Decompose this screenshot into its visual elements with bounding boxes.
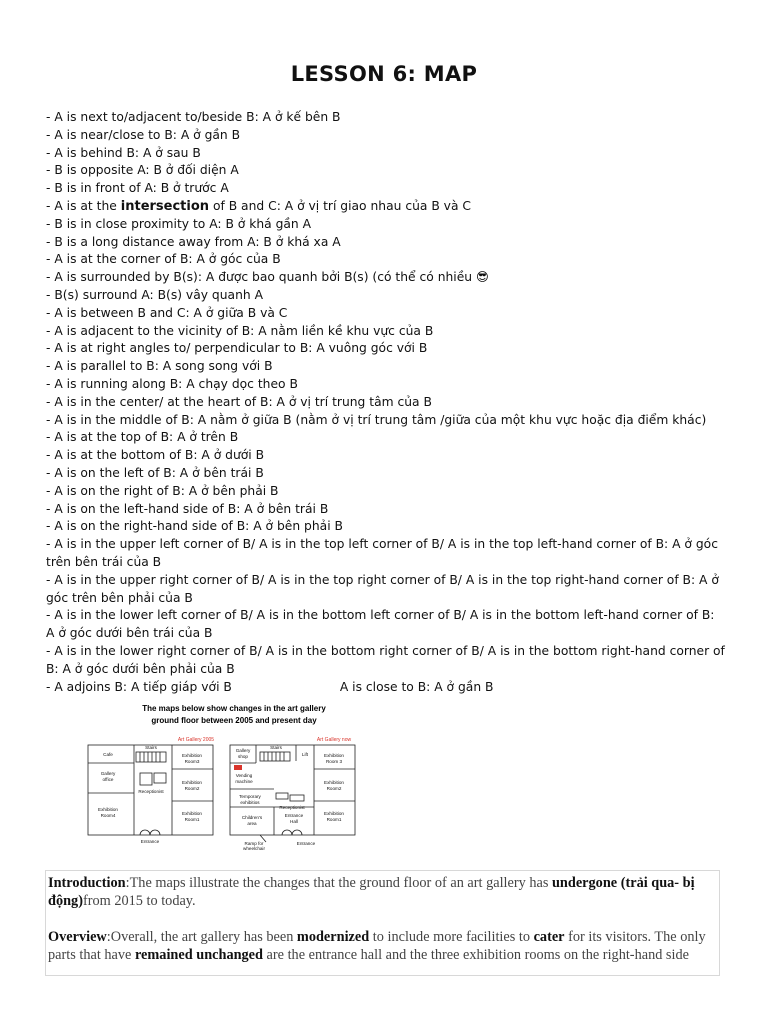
- map-2005-exh4: Exhibition Room4: [98, 807, 118, 818]
- map-now-receptionist: Receptionist: [279, 805, 305, 810]
- phrase-line: - A is near/close to B: A ở gần B: [46, 127, 241, 142]
- phrase-line: - A is in the upper right corner of B/ A is in the top right corner of B/ A is in the top right-hand corner of B: A ở góc trên bên phải của B: [46, 572, 719, 605]
- map-2005-exh3: Exhibition Room3: [182, 753, 202, 764]
- overview-label: Overview: [48, 929, 107, 945]
- map-2005-exh1: Exhibition Room1: [182, 811, 202, 822]
- map-now-entrance: Entrance: [296, 841, 316, 846]
- map-2005-receptionist: Receptionist: [138, 789, 164, 794]
- phrase-line: - A is adjacent to the vicinity of B: A nằm liền kề khu vực của B: [46, 323, 434, 338]
- phrase-line: - A adjoins B: A tiếp giáp với B A is close to B: A ở gần B: [46, 679, 494, 694]
- phrase-line: - A is on the left-hand side of B: A ở bên trái B: [46, 501, 329, 516]
- phrase-line: - B is a long distance away from A: B ở khá xa A: [46, 234, 341, 249]
- map-now-children: Children's area: [241, 815, 263, 826]
- map-2005-office: Gallery office: [100, 771, 116, 782]
- phrase-line: - A is parallel to B: A song song với B: [46, 359, 273, 374]
- map-now-exh3: Exhibition Room 3: [324, 753, 344, 764]
- phrase-line: - A is in the upper left corner of B/ A is in the top left corner of B/ A is in the top left-hand corner of B: A ở góc trên bên trái của B: [46, 537, 718, 569]
- overview-paragraph: Overview:Overall, the art gallery has been modernized to include more facilities to cater for its visitors. The only parts that have remained unchanged are the entrance hall and the three exhibition rooms on the right-hand side: [48, 929, 706, 963]
- map-2005-exh2: Exhibition Room2: [182, 780, 202, 791]
- phrase-line: - A is in the lower right corner of B/ A is in the bottom right corner of B/ A is in the bottom right-hand corner of B: A ở góc dưới bên phải của B: [46, 643, 725, 676]
- phrase-line: - A is behind B: A ở sau B: [46, 145, 201, 160]
- map-now-exh1: Exhibition Room1: [324, 811, 344, 822]
- phrase-line: - A is at the corner of B: A ở góc của B: [46, 252, 281, 267]
- introduction-label: Introduction: [48, 875, 126, 891]
- phrase-line: - A is next to/adjacent to/beside B: A ở kế bên B: [46, 110, 341, 124]
- phrase-line: - A is in the lower left corner of B/ A is in the bottom left corner of B/ A is in the bottom left-hand corner of B: A ở góc dưới bên trái của B: [46, 608, 715, 641]
- map-figure: [84, 697, 384, 855]
- map-now-temp: Temporary exhibitios: [239, 794, 261, 805]
- map-heading-2: ground floor between 2005 and present day: [151, 716, 317, 725]
- map-now-shop: Gallery shop: [235, 748, 251, 759]
- introduction-paragraph: Introduction:The maps illustrate the changes that the ground floor of an art gallery has undergone (trải qua- bị động)from 2015 to today.: [48, 875, 695, 909]
- phrase-line: - A is on the right-hand side of B: A ở bên phải B: [46, 519, 343, 534]
- map-heading-1: The maps below show changes in the art gallery: [142, 704, 326, 713]
- phrase-line: - B(s) surround A: B(s) vây quanh A: [46, 287, 263, 302]
- map-now-vending: Vending machine: [235, 773, 253, 784]
- map-2005-entrance: Entrance: [140, 839, 160, 844]
- map-now-exh2: Exhibition Room2: [324, 780, 344, 791]
- phrase-line: - A is at right angles to/ perpendicular to B: A vuông góc với B: [46, 341, 428, 356]
- intersection-keyword: intersection: [120, 198, 210, 214]
- phrase-line: - A is on the right of B: A ở bên phải B: [46, 483, 279, 498]
- phrase-line: - A is on the left of B: A ở bên trái B: [46, 465, 264, 480]
- map-2005-cafe: Cafe: [103, 752, 113, 757]
- phrase-line: - A is running along B: A chạy dọc theo B: [46, 376, 298, 391]
- page-title: LESSON 6: MAP: [290, 62, 478, 86]
- phrase-line: - A is at the top of B: A ở trên B: [46, 430, 239, 445]
- map-now-stairs: Stairs: [270, 745, 282, 750]
- phrase-line: - A is in the center/ at the heart of B: A ở vị trí trung tâm của B: [46, 394, 432, 409]
- phrase-line: - B is in front of A: B ở trước A: [46, 181, 229, 196]
- phrase-line: - A is at the bottom of B: A ở dưới B: [46, 448, 265, 463]
- map-now-hall: Entrance Hall: [284, 813, 304, 824]
- map-2005-stairs: Stairs: [145, 745, 157, 750]
- essay-box: [45, 870, 720, 976]
- phrase-line: - A is at the intersection of B and C: A ở vị trí giao nhau của B và C: [46, 198, 471, 214]
- vending-machine-icon: [234, 765, 242, 770]
- map-now-title: Art Gallery now: [316, 737, 352, 743]
- map-now-ramp: Ramp for wheelchair: [243, 841, 265, 851]
- map-2005-title: Art Gallery 2005: [177, 737, 215, 743]
- phrase-line: - A is in the middle of B: A nằm ở giữa B (nằm ở vị trí trung tâm /giữa của một khu vực hoặc địa điểm khác): [46, 412, 707, 427]
- phrase-line: - A is between B and C: A ở giữa B và C: [46, 305, 288, 320]
- phrase-line: - B is in close proximity to A: B ở khá gần A: [46, 216, 312, 231]
- map-now-lift: Lift: [301, 752, 309, 757]
- phrase-line: - B is opposite A: B ở đối diện A: [46, 163, 239, 178]
- phrase-list: [46, 109, 726, 696]
- phrase-line: - A is surrounded by B(s): A được bao quanh bởi B(s) (có thể có nhiều 😎: [46, 270, 489, 285]
